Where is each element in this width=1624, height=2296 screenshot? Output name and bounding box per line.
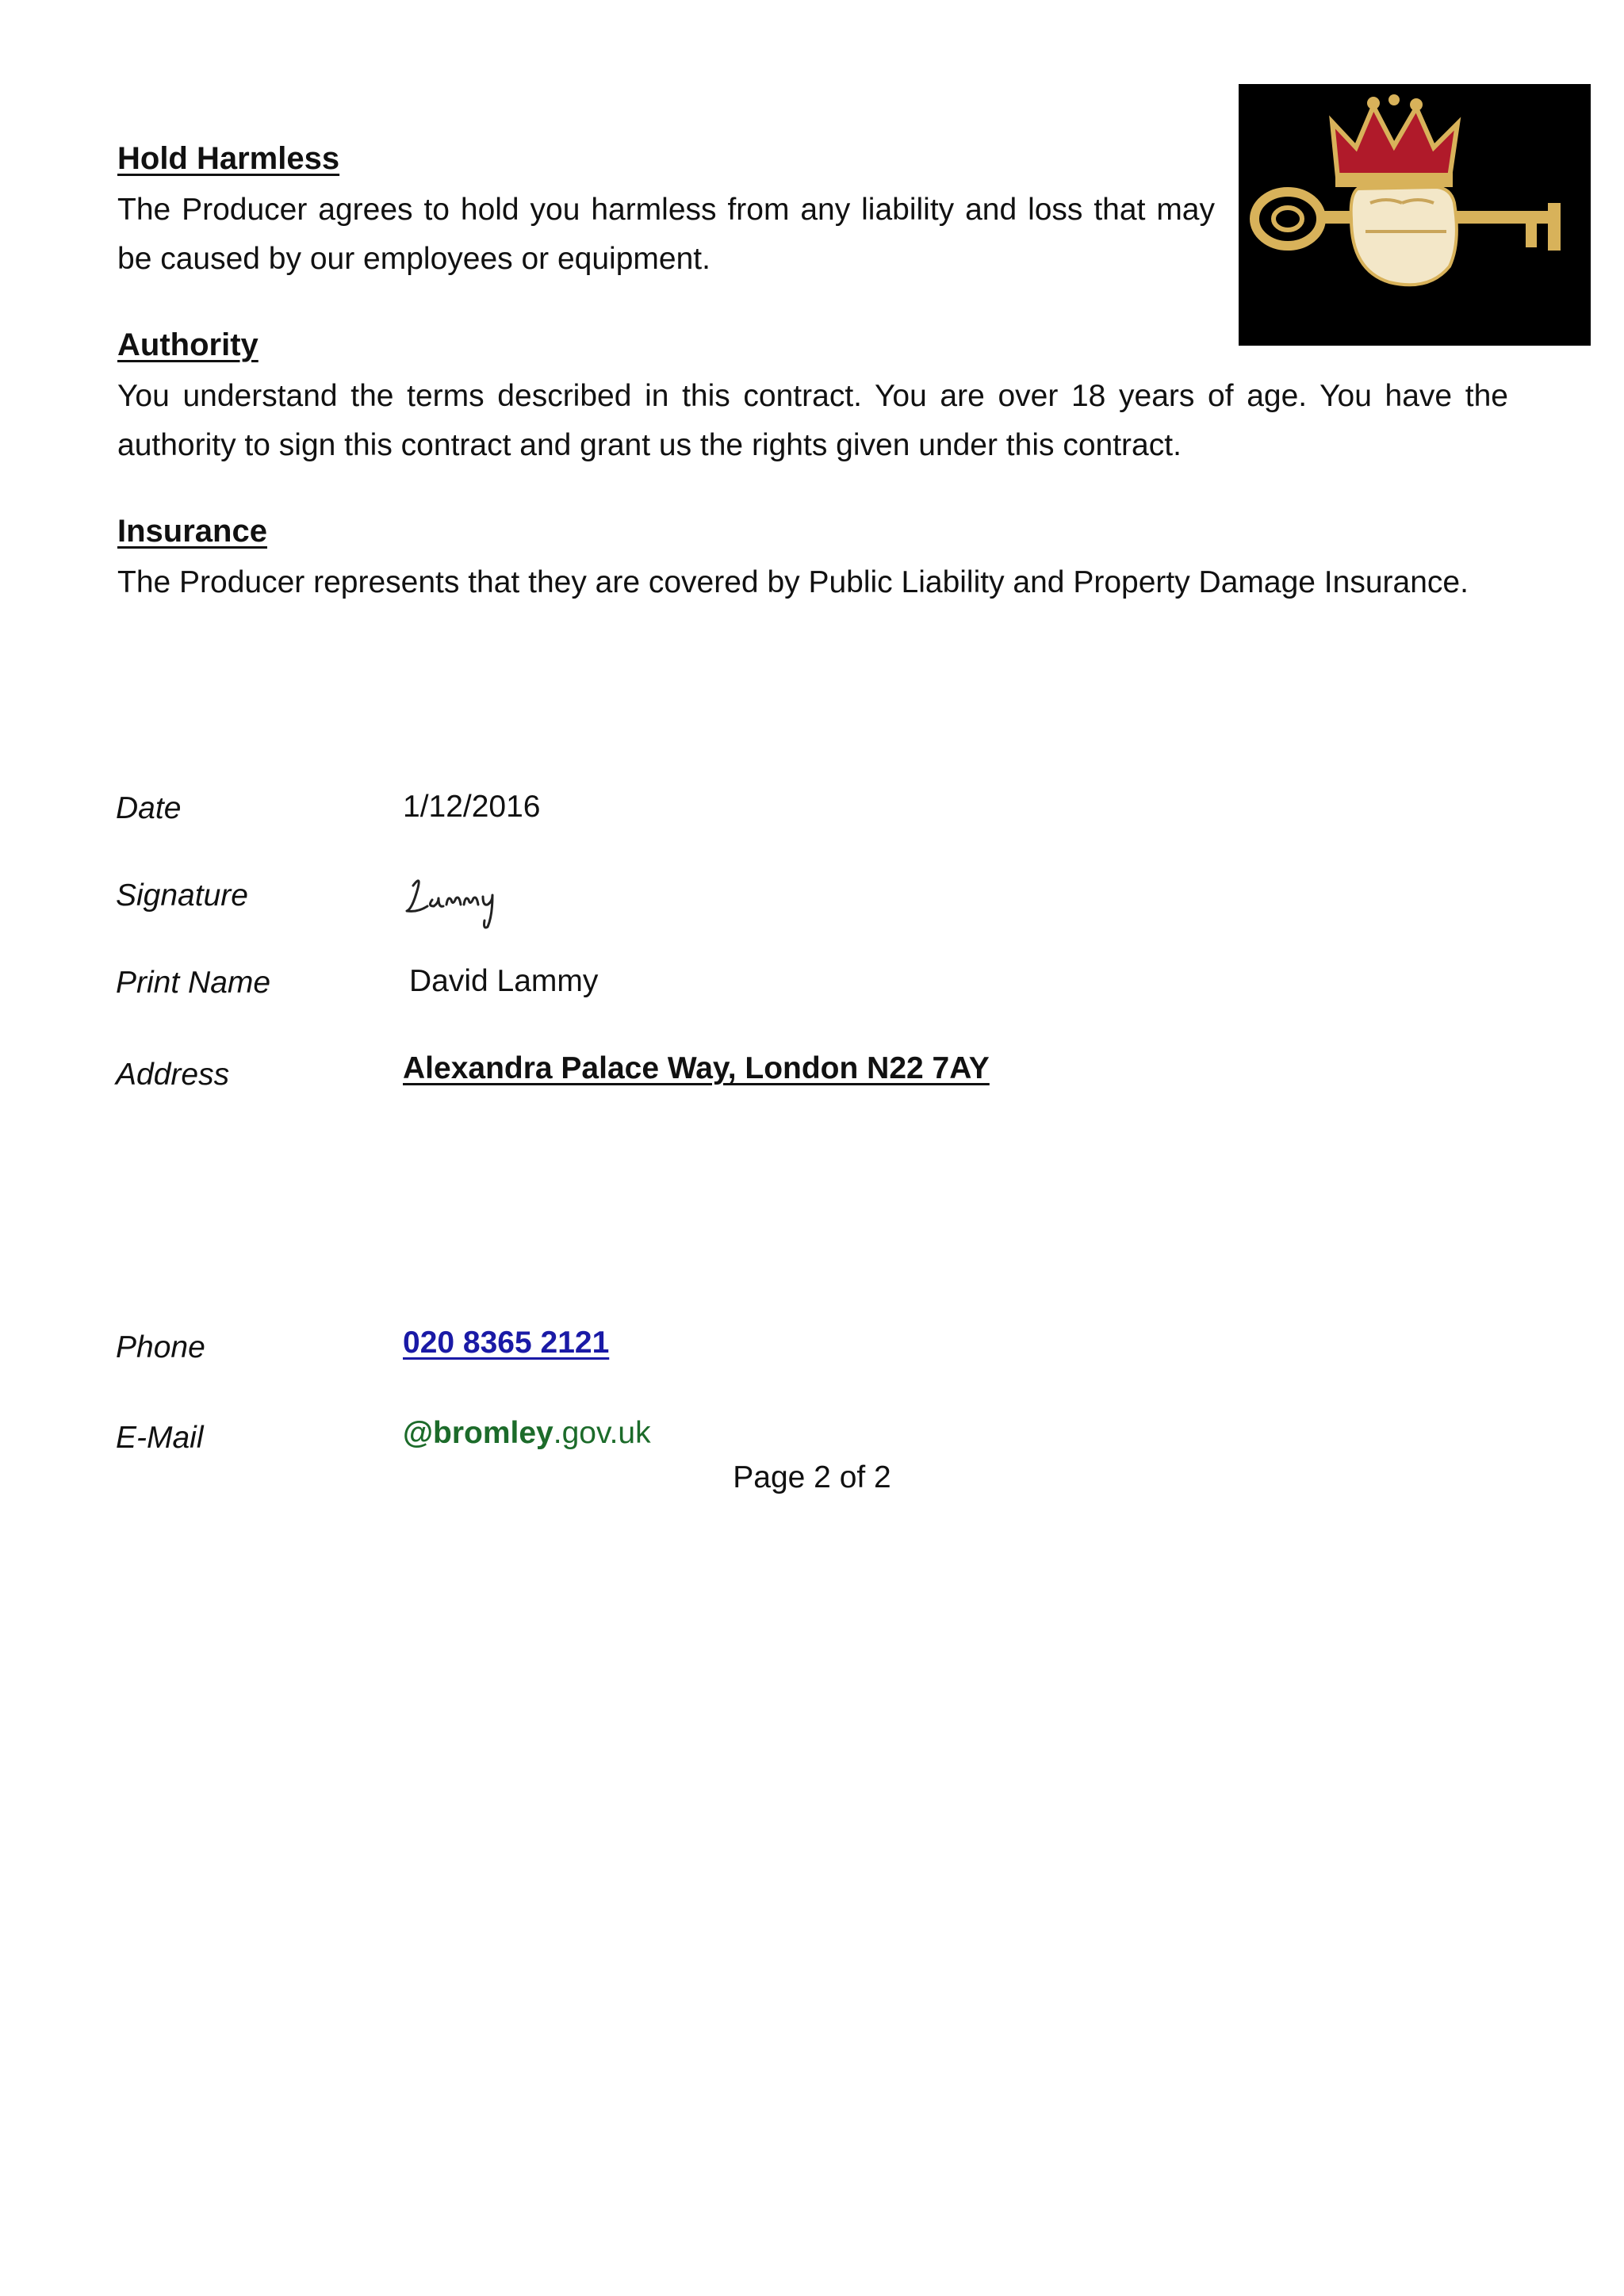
date-label: Date xyxy=(116,791,182,825)
email-value[interactable] xyxy=(403,1416,651,1451)
crowned-fist-key-logo-icon xyxy=(1239,84,1591,346)
email-domain-part: .gov.uk xyxy=(553,1416,651,1450)
signature-label: Signature xyxy=(116,878,248,913)
page-number: Page 2 of 2 xyxy=(733,1460,891,1494)
phone-label: Phone xyxy=(116,1330,205,1364)
signature-image xyxy=(400,868,527,932)
phone-link[interactable]: 020 8365 2121 xyxy=(403,1326,610,1360)
company-logo xyxy=(1239,84,1591,346)
handwritten-signature-icon xyxy=(400,868,527,932)
crown-icon xyxy=(1332,94,1457,187)
address-label: Address xyxy=(116,1058,230,1092)
hold-harmless-body: The Producer agrees to hold you harmless from any liability and loss that may be caused by our employees or equipment. xyxy=(117,193,1215,276)
print-name-label: Print Name xyxy=(116,966,271,1000)
print-name-value: David Lammy xyxy=(409,964,599,998)
authority-body: You understand the terms described in this contract. You are over 18 years of age. You have the authority to sign this contract and grant us the rights given under this contract. xyxy=(117,379,1508,462)
insurance-body: The Producer represents that they are covered by Public Liability and Property Damage Insurance. xyxy=(117,565,1469,599)
date-value: 1/12/2016 xyxy=(403,790,541,824)
address-value: Alexandra Palace Way, London N22 7AY xyxy=(403,1051,990,1085)
insurance-heading: Insurance xyxy=(117,514,267,549)
email-bold-part: @bromley xyxy=(403,1416,553,1450)
authority-heading: Authority xyxy=(117,327,259,362)
email-label: E-Mail xyxy=(116,1421,204,1455)
hold-harmless-heading: Hold Harmless xyxy=(117,141,340,176)
fist-icon xyxy=(1351,187,1457,285)
